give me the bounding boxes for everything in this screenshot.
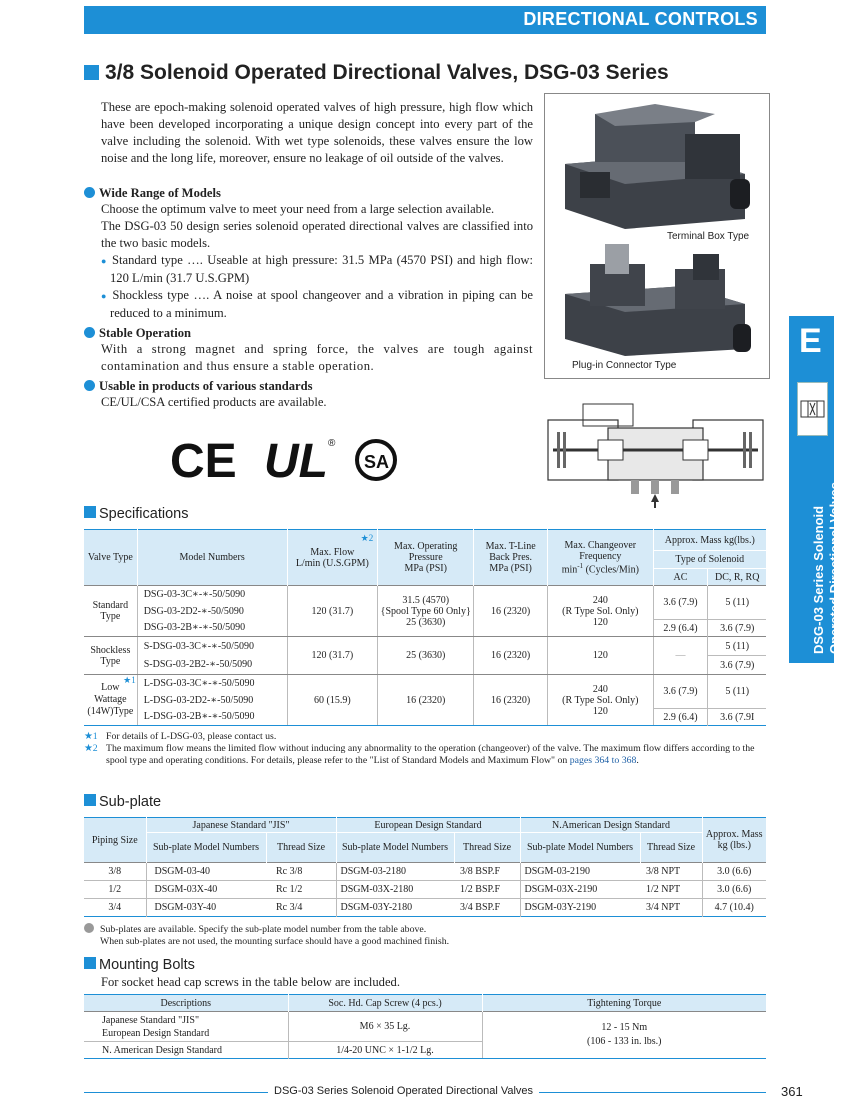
bolts-torque-nm: 12 - 15 Nm bbox=[601, 1022, 648, 1033]
sub-cell: 3/8 NPT bbox=[646, 866, 681, 877]
sh-pressure: 25 (3630) bbox=[378, 637, 474, 675]
spec-header-flow-text: Max. Flow bbox=[310, 546, 355, 558]
model-number: DSG-03-2B∗-∗-50/5090 bbox=[143, 622, 246, 634]
model-number: S-DSG-03-3C∗-∗-50/5090 bbox=[143, 640, 254, 652]
lw-frequency-2-text: R Type Sol. Only bbox=[565, 694, 636, 706]
sub-cell: 3/4 NPT bbox=[646, 902, 681, 913]
lw-ac-mass-1: 3.6 (7.9) bbox=[653, 675, 708, 709]
model-number: L-DSG-03-2B∗-∗-50/5090 bbox=[143, 711, 255, 723]
mounting-bolts-intro: For socket head cap screws in the table below are included. bbox=[101, 975, 400, 989]
feature-usable-heading-text: Usable in products of various standards bbox=[99, 379, 313, 393]
sub-cell: Rc 1/2 bbox=[276, 884, 303, 895]
feature-wide-text1: Choose the optimum valve to meet your need from a large selection available. bbox=[101, 202, 495, 216]
table-row bbox=[84, 863, 766, 881]
lw-ac-mass-2: 2.9 (6.4) bbox=[653, 709, 708, 726]
std-pressure-1: 31.5 (4570) bbox=[402, 594, 450, 606]
side-title-line2: Operated Directional Valves bbox=[827, 482, 842, 654]
feature-stable-heading-text: Stable Operation bbox=[99, 326, 192, 340]
footer-title: DSG-03 Series Solenoid Operated Directional Valves bbox=[268, 1085, 539, 1097]
type-shockless: Shockless Type bbox=[84, 637, 137, 675]
subplate-heading-text: Sub-plate bbox=[99, 794, 162, 810]
std-pressure bbox=[378, 586, 474, 637]
subplate-note-2: When sub-plates are not used, the mounting surface should have a good machined finish. bbox=[100, 936, 450, 947]
sub-cell: DSGM-03Y-2190 bbox=[520, 899, 640, 917]
mounting-bolts-heading-text: Mounting Bolts bbox=[99, 957, 195, 973]
star2-icon: ★2 bbox=[84, 743, 98, 754]
sh-frequency: 120 bbox=[548, 637, 654, 675]
spec-header-frequency-text: Max. Changeover Frequency bbox=[564, 539, 637, 562]
feature-usable-heading bbox=[84, 379, 533, 394]
bolts-desc-eu: European Design Standard bbox=[102, 1027, 210, 1039]
section-square-icon bbox=[84, 957, 96, 969]
page-title bbox=[84, 61, 669, 85]
page-title-text: 3/8 Solenoid Operated Directional Valves, DSG-03 Series bbox=[105, 61, 669, 84]
std-pressure-2-text: Spool Type 60 Only bbox=[385, 605, 466, 617]
bullet-dot-icon bbox=[84, 187, 95, 198]
std-ac-mass-1: 3.6 (7.9) bbox=[653, 586, 708, 620]
bolts-screw-2: 1/4-20 UNC × 1-1/2 Lg. bbox=[288, 1042, 482, 1059]
sub-cell: 1/2 NPT bbox=[646, 884, 681, 895]
mounting-bolts-heading bbox=[84, 957, 195, 973]
bolts-torque-inlbs: (106 - 133 in. lbs.) bbox=[587, 1036, 662, 1047]
table-row bbox=[84, 1012, 766, 1042]
subplate-note-1-text: Sub-plates are available. Specify the sub-plate model number from the table above. bbox=[100, 924, 427, 935]
sub-cell: 1/2 BSP.F bbox=[460, 884, 501, 895]
footnote-1 bbox=[84, 731, 766, 743]
lw-flow: 60 (15.9) bbox=[287, 675, 378, 726]
subplate-notes bbox=[84, 923, 766, 948]
bolts-torque bbox=[482, 1012, 766, 1059]
std-frequency-1: 240 bbox=[592, 594, 608, 606]
sub-header-size: Piping Size bbox=[84, 818, 146, 863]
feature-standard-type-text: Standard type …. Useable at high pressure: 31.5 MPa (4570 PSI) and high flow: 120 L/min (31.7 U.S.GPM) bbox=[110, 253, 533, 285]
csa-mark-text: SA bbox=[364, 452, 390, 472]
sub-cell: DSGM-03-40 bbox=[146, 863, 266, 881]
sub-header-jis: Japanese Standard "JIS" bbox=[146, 818, 336, 833]
side-vertical-title bbox=[811, 482, 843, 654]
spec-header-mass: Approx. Mass kg(lbs.) bbox=[653, 530, 766, 551]
pages-link[interactable]: pages 364 to 368 bbox=[569, 755, 637, 766]
section-tab-e bbox=[789, 316, 834, 376]
lw-frequency-1: 240 bbox=[592, 683, 608, 695]
spec-header-frequency-unit bbox=[550, 562, 651, 575]
model-number: L-DSG-03-3C∗-∗-50/5090 bbox=[143, 677, 255, 689]
sub-header-mass: Approx. Mass kg (lbs.) bbox=[705, 829, 763, 851]
spec-header-ac: AC bbox=[653, 569, 708, 586]
side-title-line1: DSG-03 Series Solenoid bbox=[811, 505, 826, 654]
feature-wide-heading-text: Wide Range of Models bbox=[99, 186, 221, 200]
footnote-1-text: For details of L-DSG-03, please contact us. bbox=[106, 731, 277, 742]
std-flow: 120 (31.7) bbox=[287, 586, 378, 637]
certification-logos bbox=[168, 432, 398, 484]
sub-cell: 4.7 (10.4) bbox=[702, 899, 766, 917]
lw-frequency-2: (R Type Sol. Only) bbox=[562, 694, 639, 706]
model-number: L-DSG-03-2D2-∗-50/5090 bbox=[143, 694, 254, 706]
bolts-header-desc: Descriptions bbox=[84, 995, 288, 1012]
spec-footnotes bbox=[84, 731, 766, 767]
header-banner bbox=[84, 6, 766, 34]
sub-header-jis-thread: Thread Size bbox=[266, 833, 336, 863]
spec-header-tline bbox=[474, 530, 548, 586]
type-standard: Standard Type bbox=[84, 586, 137, 637]
table-row bbox=[84, 637, 766, 656]
feature-standard-type bbox=[101, 252, 533, 287]
lw-pressure: 16 (2320) bbox=[378, 675, 474, 726]
std-dc-mass-2: 3.6 (7.9) bbox=[708, 620, 766, 637]
feature-wide-heading bbox=[84, 186, 533, 201]
product-image-box bbox=[544, 93, 770, 379]
spec-header-tline-text: Max. T-Line Back Pres. bbox=[485, 541, 536, 563]
std-dc-mass-1: 5 (11) bbox=[708, 586, 766, 620]
caption-terminal-box: Terminal Box Type bbox=[667, 231, 750, 242]
std-frequency bbox=[548, 586, 654, 637]
spec-header-frequency bbox=[548, 530, 654, 586]
std-frequency-2-text: R Type Sol. Only bbox=[565, 605, 636, 617]
table-row bbox=[84, 899, 766, 917]
sub-cell: 3.0 (6.6) bbox=[702, 881, 766, 899]
sub-cell: 3.0 (6.6) bbox=[702, 863, 766, 881]
type-low-wattage bbox=[84, 675, 137, 726]
valve-symbol-icon bbox=[797, 382, 828, 436]
std-pressure-3: 25 (3630) bbox=[406, 616, 446, 628]
sub-cell: 3/8 bbox=[108, 866, 122, 877]
title-square-icon bbox=[84, 65, 99, 80]
sub-cell: DSGM-03X-40 bbox=[146, 881, 266, 899]
lw-tline: 16 (2320) bbox=[474, 675, 548, 726]
spec-header-tline-unit: MPa (PSI) bbox=[489, 563, 532, 574]
feature-stable-text: With a strong magnet and spring force, the valves are tough against contamination and thus ensure a stable operation. bbox=[101, 342, 533, 373]
bullet-dot-icon bbox=[84, 380, 95, 391]
features-list bbox=[84, 186, 533, 411]
model-number: S-DSG-03-2B2-∗-50/5090 bbox=[143, 659, 253, 671]
bolts-screw-1: M6 × 35 Lg. bbox=[288, 1012, 482, 1042]
std-frequency-2: (R Type Sol. Only) bbox=[562, 605, 639, 617]
bolts-desc-na: N. American Design Standard bbox=[102, 1044, 222, 1056]
footnote-2-text: The maximum flow means the limited flow without inducing any abnormality to the operation (changeover) of the valve. The maximum flow differs according to the spool type and operating conditions. For details, please refer to the "List of Standard Models and Maximum Flow" on bbox=[106, 743, 755, 766]
sub-cell: Rc 3/8 bbox=[276, 866, 303, 877]
type-low-wattage-text: Low Wattage (14W)Type bbox=[87, 682, 134, 717]
sub-cell: DSGM-03Y-40 bbox=[146, 899, 266, 917]
freq-unit-cycles: (Cycles/Min) bbox=[583, 564, 639, 576]
valve-cross-section-diagram bbox=[543, 398, 768, 510]
feature-wide-text2: The DSG-03 50 design series solenoid operated directional valves are classified into the two basic models. bbox=[101, 219, 533, 250]
model-number: DSG-03-2D2-∗-50/5090 bbox=[143, 605, 244, 617]
sub-header-jis-model: Sub-plate Model Numbers bbox=[146, 833, 266, 863]
table-row bbox=[84, 675, 766, 692]
sh-dc-mass-2: 3.6 (7.9) bbox=[708, 656, 766, 675]
bolts-header-screw: Soc. Hd. Cap Screw (4 pcs.) bbox=[288, 995, 482, 1012]
section-square-icon bbox=[84, 794, 96, 806]
star2-icon: ★2 bbox=[360, 533, 374, 543]
bolts-desc-1 bbox=[84, 1012, 288, 1042]
side-index-bar bbox=[789, 376, 842, 663]
std-ac-mass-2: 2.9 (6.4) bbox=[653, 620, 708, 637]
spec-header-flow-unit: L/min (U.S.GPM) bbox=[295, 557, 369, 569]
ul-mark-icon: UL bbox=[264, 435, 328, 484]
freq-unit-min: min bbox=[561, 564, 578, 576]
feature-shockless-type bbox=[101, 287, 533, 322]
small-bullet-icon: ● bbox=[101, 291, 108, 301]
sub-cell: DSGM-03X-2180 bbox=[336, 881, 454, 899]
footnote-2 bbox=[84, 743, 766, 767]
star1-icon: ★1 bbox=[123, 675, 136, 685]
feature-stable-heading bbox=[84, 326, 533, 341]
sub-header-eu: European Design Standard bbox=[336, 818, 520, 833]
lw-frequency bbox=[548, 675, 654, 726]
lw-dc-mass-2: 3.6 (7.9I bbox=[708, 709, 766, 726]
sub-header-na-thread: Thread Size bbox=[640, 833, 702, 863]
mounting-bolts-table bbox=[84, 994, 766, 1059]
subplate-note-1 bbox=[84, 923, 766, 936]
spec-header-model: Model Numbers bbox=[137, 530, 287, 586]
sub-cell: 3/4 BSP.F bbox=[460, 902, 501, 913]
lw-frequency-3: 120 bbox=[592, 705, 608, 717]
feature-usable-text: CE/UL/CSA certified products are available. bbox=[101, 395, 327, 409]
small-bullet-icon: ● bbox=[101, 256, 108, 266]
section-tab-letter: E bbox=[799, 322, 822, 360]
feature-shockless-type-text: Shockless type …. A noise at spool changeover and a vibration in piping can be reduced to a minimum. bbox=[110, 288, 533, 320]
spec-header-type: Valve Type bbox=[84, 530, 137, 586]
lw-dc-mass-1: 5 (11) bbox=[708, 675, 766, 709]
spec-header-dc: DC, R, RQ bbox=[714, 571, 760, 583]
footnote-2-end: . bbox=[636, 755, 639, 766]
sub-cell: DSGM-03-2190 bbox=[520, 863, 640, 881]
sub-header-eu-thread: Thread Size bbox=[454, 833, 520, 863]
bolts-desc-jis: Japanese Standard "JIS" bbox=[102, 1014, 200, 1026]
sub-cell: DSGM-03-2180 bbox=[336, 863, 454, 881]
sh-flow: 120 (31.7) bbox=[287, 637, 378, 675]
section-square-icon bbox=[84, 506, 96, 518]
sh-dc-mass-1: 5 (11) bbox=[708, 637, 766, 656]
bullet-dot-icon bbox=[84, 327, 95, 338]
sub-cell: 1/2 bbox=[108, 884, 122, 895]
sub-cell: 3/8 BSP.F bbox=[460, 866, 501, 877]
intro-paragraph: These are epoch-making solenoid operated valves of high pressure, high flow which have been developed incorporating a unique design concept into every part of the valve including the solenoid. With wet type solenoids, these valves ensure the low noise and the long life, moreover, ensure no leakage of oil outside of the valves. bbox=[101, 100, 533, 165]
page-number: 361 bbox=[781, 1084, 803, 1099]
sub-cell: 3/4 bbox=[108, 902, 122, 913]
caption-plugin-connector: Plug-in Connector Type bbox=[572, 360, 677, 371]
sub-cell: Rc 3/4 bbox=[276, 902, 303, 913]
freq-unit-sup: -1 bbox=[577, 561, 584, 570]
spec-header-pressure-text: Max. Operating Pressure bbox=[394, 541, 458, 563]
note-bullet-icon bbox=[84, 923, 94, 933]
subplate-table bbox=[84, 817, 766, 917]
star1-icon: ★1 bbox=[84, 731, 98, 742]
spec-header-flow bbox=[287, 530, 378, 586]
spec-header-pressure bbox=[378, 530, 474, 586]
ce-mark-icon: CE bbox=[170, 435, 237, 484]
spec-header-solenoid: Type of Solenoid bbox=[653, 551, 766, 569]
subplate-heading bbox=[84, 794, 161, 810]
bolts-header-torque: Tightening Torque bbox=[587, 997, 662, 1009]
table-row bbox=[84, 586, 766, 603]
sub-header-eu-model: Sub-plate Model Numbers bbox=[336, 833, 454, 863]
model-number: DSG-03-3C∗-∗-50/5090 bbox=[143, 588, 246, 600]
sub-header-na-model: Sub-plate Model Numbers bbox=[520, 833, 640, 863]
specifications-heading-text: Specifications bbox=[99, 506, 189, 522]
specifications-heading bbox=[84, 506, 188, 522]
specifications-table bbox=[84, 529, 766, 726]
sh-ac-mass: — bbox=[653, 637, 708, 675]
table-row bbox=[84, 881, 766, 899]
registered-icon: ® bbox=[328, 438, 336, 449]
sub-cell: DSGM-03Y-2180 bbox=[336, 899, 454, 917]
std-pressure-2: {Spool Type 60 Only} bbox=[380, 605, 471, 617]
sub-header-na: N.American Design Standard bbox=[520, 818, 702, 833]
spec-header-pressure-unit: MPa (PSI) bbox=[404, 563, 447, 574]
std-tline: 16 (2320) bbox=[474, 586, 548, 637]
std-frequency-3: 120 bbox=[592, 616, 608, 628]
banner-title: DIRECTIONAL CONTROLS bbox=[523, 9, 758, 29]
sh-tline: 16 (2320) bbox=[474, 637, 548, 675]
sub-cell: DSGM-03X-2190 bbox=[520, 881, 640, 899]
